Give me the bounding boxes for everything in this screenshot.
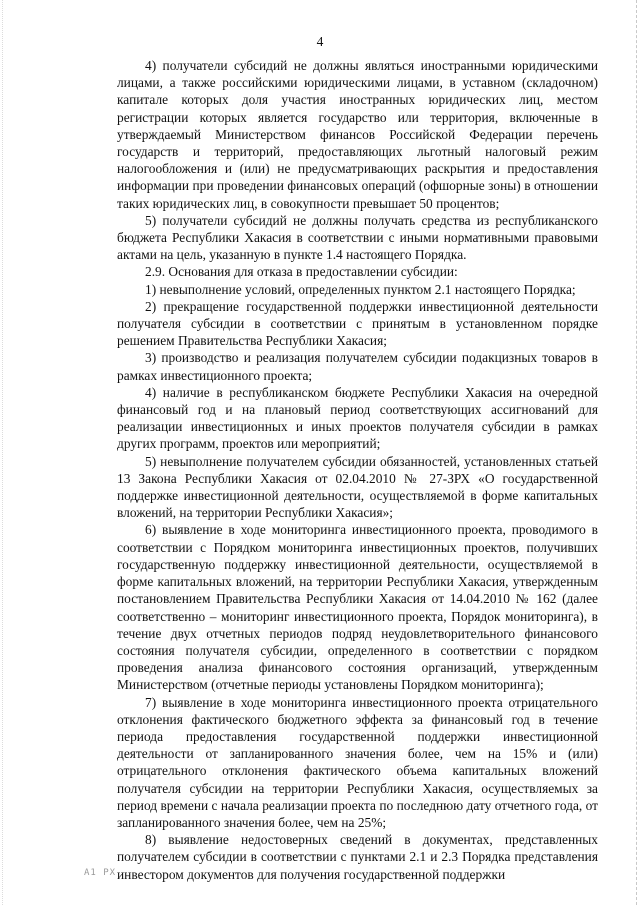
paragraph-item-4: 4) получатели субсидий не должны являться иностранными юридическими лицами, а также российскими юридическими лицами, в уставном (складочном) капитале которых доля участия иностранных юридических лиц, местом регистрации которых является государство или территория, включенные в утверждаемый Министерством финансов Российской Федерации перечень государств и территорий, предоставляющих льготный налоговый режим налогообложения и (или) не предусматривающих раскрытия и предоставления информации при проведении финансовых операций (офшорные зоны) в отношении таких юридических лиц, в совокупности превышает 50 процентов; — [117, 58, 598, 211]
refusal-reason-3: 3) производство и реализация получателем субсидии подакцизных товаров в рамках инвестиционного проекта; — [117, 350, 598, 383]
section-heading-2-9: 2.9. Основания для отказа в предоставлении субсидии: — [145, 264, 458, 280]
refusal-reason-7: 7) выявление в ходе мониторинга инвестиционного проекта отрицательного отклонения фактического бюджетного эффекта за финансовый год в течение периода предоставления государственной поддержки инвестиционной деятельности от запланированного значения более, чем на 15% и (или) отрицательного отклонения фактического объема капитальных вложений получателя субсидии на территории Республики Хакасия, осуществляемых за период времени с начала реализации проекта по последнюю дату отчетного года, от запланированного значения более, чем на 25%; — [117, 694, 598, 830]
scan-edge-left — [2, 0, 3, 905]
scan-edge-right — [636, 0, 637, 905]
refusal-reason-4: 4) наличие в республиканском бюджете Республики Хакасия на очередной финансовый год и на плановый период соответствующих ассигнований для реализации инвестиционных и иных проектов получателя субсидии в рамках других программ, проектов или мероприятий; — [117, 384, 598, 452]
refusal-reason-2: 2) прекращение государственной поддержки инвестиционной деятельности получателя субсидии в соответствии с принятым в установленном порядке решением Правительства Республики Хакасия; — [117, 298, 598, 349]
document-body — [117, 57, 598, 883]
page-number: 4 — [316, 34, 324, 49]
paragraph-item-5: 5) получатели субсидий не должны получать средства из республиканского бюджета Республики Хакасия в соответствии с иными нормативными правовыми актами на цель, указанную в пункте 1.4 настоящего Порядка. — [117, 212, 598, 263]
refusal-reason-6: 6) выявление в ходе мониторинга инвестиционного проекта, проводимого в соответствии с Порядком мониторинга инвестиционных проектов, получивших государственную поддержку инвестиционной деятельности, осуществляемой в форме капитальных вложений, на территории Республики Хакасия, утвержденным постановлением Правительства Республики Хакасия от 14.04.2010 № 162 (далее соответственно – мониторинг инвестиционного проекта, Порядок мониторинга), в течение двух отчетных периодов подряд неудовлетворительного финансового состояния получателя субсидии, определенного в соответствии с порядком проведения анализа финансового состояния организаций, утвержденным Министерством (отчетные периоды установлены Порядком мониторинга); — [117, 522, 598, 693]
footer-mark: А1 РХ — [84, 868, 117, 878]
refusal-reason-1: 1) невыполнение условий, определенных пунктом 2.1 настоящего Порядка; — [145, 281, 576, 297]
refusal-reason-5: 5) невыполнение получателем субсидии обязанностей, установленных статьей 13 Закона Республики Хакасия от 02.04.2010 № 27-ЗРХ «О государственной поддержке инвестиционной деятельности, осуществляемой в форме капитальных вложений, на территории Республики Хакасия»; — [117, 453, 598, 521]
refusal-reason-8: 8) выявление недостоверных сведений в документах, представленных получателем субсидии в соответствии с пунктами 2.1 и 2.3 Порядка представления инвестором документов для получения государственной поддержки — [117, 832, 598, 882]
